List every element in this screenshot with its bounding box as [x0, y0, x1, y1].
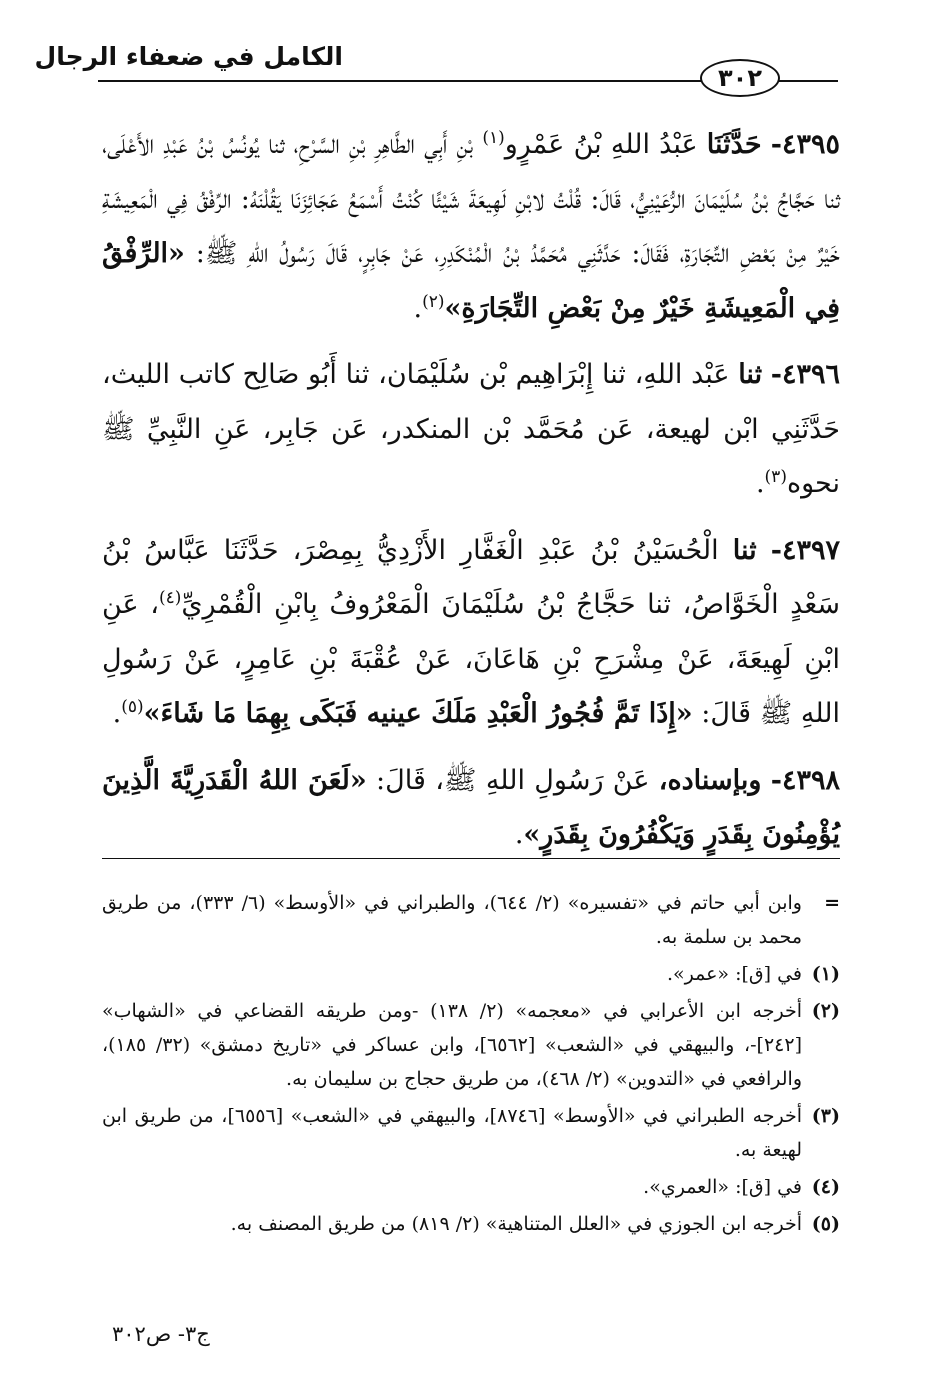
entry-end: .: [755, 468, 765, 499]
entry-4397: [102, 524, 840, 742]
page-number-badge: [700, 59, 780, 97]
entry-4395: [102, 118, 840, 336]
narration-lead: وبإسناده،: [658, 764, 762, 796]
entry-number: ٤٣٩٨-: [770, 764, 840, 796]
entry-text: بْنِ أَبِي الطَّاهِرِ بْنِ السَّرْحِ، ثنا يُونُسُ بْنُ عَبْدِ الأَعْلَى، ثنا حَجَّاجُ بْنُ سُلَيْمَانَ الرُّعَيْنِيُّ، قَالَ: قُلْتُ لابْنِ لَهِيعَةَ شَيْئًا كُنْتُ أَسْمَعُ عَجَائِزَنَا يَقُلْنَهُ: الرِّفْقُ فِي الْمَعِيشَةِ خَيْرٌ مِنْ بَعْضِ التِّجَارَةِ، فَقَالَ: حَدَّثَنِي مُحَمَّدُ بْنُ الْمُنْكَدِرِ، عَنْ جَابِرٍ، قَالَ رَسُولُ اللهِ ﷺ:: [102, 129, 840, 269]
footnote-text: في [ق]: «عمر».: [666, 963, 802, 985]
page-number: ٣٠٢: [718, 64, 762, 92]
footnote-ref: (٥): [121, 697, 144, 717]
footnote-mark: (٥): [811, 1213, 840, 1235]
entry-end: .: [112, 698, 122, 729]
footnote-text: وابن أبي حاتم في «تفسيره» (٢/ ٦٤٤)، والطبراني في «الأوسط» (٦/ ٣٣٣)، من طريق محمد بن سلمة به.: [102, 892, 802, 948]
narration-lead: حَدَّثَنَا: [706, 129, 762, 160]
narration-lead: ثنا: [738, 359, 763, 390]
entry-text: عَنْ رَسُولِ اللهِ ﷺ، قَالَ:: [376, 764, 650, 796]
narration-lead: ثنا: [732, 534, 757, 566]
footnote-mark: (٢): [811, 1000, 840, 1022]
footnote-5: [102, 1207, 840, 1241]
footnote-4: [102, 1170, 840, 1204]
hadith-text: «الرِّفْقُ فِي الْمَعِيشَةِ خَيْرٌ مِنْ بَعْضِ التِّجَارَةِ»: [102, 238, 840, 324]
footnote-mark: (١): [811, 963, 840, 985]
hadith-text: «لَعَنَ اللهُ الْقَدَرِيَّةَ الَّذِينَ يُؤْمِنُونَ بِقَدَرٍ وَيَكْفُرُونَ بِقَدَرٍ»: [102, 764, 840, 850]
entry-text: عَبْد اللهِ، ثنا إِبْرَاهِيم بْن سُلَيْمَان، ثنا أَبُو صَالِح كاتب الليث، حَدَّثَنِي ابْن لهيعة، عَن مُحَمَّد بْن المنكدر، عَن جَابِر، عَنِ النَّبِيِّ ﷺ نحوه: [102, 359, 840, 499]
footnote-1: [102, 957, 840, 991]
footnote-ref: (٢): [422, 291, 445, 312]
running-title: الكامل في ضعفاء الرجال: [34, 42, 343, 71]
entry-number: ٤٣٩٥-: [770, 129, 840, 160]
entry-4398: [102, 754, 840, 863]
footnote-ref: (١): [482, 128, 505, 148]
entry-text: عَبْدُ اللهِ بْنُ عَمْرٍو: [504, 129, 698, 160]
footnote-ref: (٣): [764, 467, 787, 487]
footnote-text: أخرجه ابن الأعرابي في «معجمه» (٢/ ١٣٨) -ومن طريقه القضاعي في «الشهاب» [٢٤٢]-، والبيهقي في «الشعب» [٦٥٦٢]، وابن عساكر في «تاريخ دمشق» (٣٢/ ١٨٥)، والرافعي في «التدوين» (٢/ ٤٦٨)، من طريق حجاج بن سليمان به.: [102, 1000, 802, 1090]
entry-number: ٤٣٩٦-: [770, 359, 840, 390]
footnote-text: في [ق]: «العمري».: [643, 1176, 802, 1198]
footnote-mark: =: [824, 892, 840, 914]
hadith-text: «إِذَا تَمَّ فُجُورُ الْعَبْدِ مَلَكَ عينيه فَبَكَى بِهِمَا مَا شَاءَ»: [143, 698, 693, 729]
main-text: [102, 118, 840, 875]
footnote-2: [102, 994, 840, 1096]
footnotes: [102, 886, 840, 1244]
footnote-continuation: [102, 886, 840, 954]
entry-end: .: [514, 819, 524, 850]
footnote-text: أخرجه ابن الجوزي في «العلل المتناهية» (٢/ ٨١٩) من طريق المصنف به.: [230, 1213, 802, 1235]
entry-text: ، عَنِ ابْنِ لَهِيعَةَ، عَنْ مِشْرَحِ بْنِ هَاعَانَ، عَنْ عُقْبَةَ بْنِ عَامِرٍ، عَنْ رَسُولِ اللهِ ﷺ قَالَ:: [102, 589, 840, 729]
entry-4396: [102, 348, 840, 512]
footnote-ref: (٤): [158, 588, 182, 608]
footnote-text: أخرجه الطبراني في «الأوسط» [٨٧٤٦]، والبيهقي في «الشعب» [٦٥٥٦]، من طريق ابن لهيعة به.: [102, 1105, 803, 1161]
volume-page-reference: ج٣- ص٣٠٢: [112, 1322, 210, 1346]
footnotes-separator: [102, 858, 840, 859]
entry-text: الْحُسَيْنُ بْنُ عَبْدِ الْغَفَّارِ الأَزْدِيُّ بِمِصْرَ، حَدَّثَنَا عَبَّاسُ بْنُ سَعْدٍ الْخَوَّاصُ، ثنا حَجَّاجُ بْنُ سُلَيْمَانَ الْمَعْرُوفُ بِابْنِ الْقُمْرِيِّ: [102, 534, 841, 620]
footnote-mark: (٤): [811, 1176, 840, 1198]
footnote-mark: (٣): [811, 1105, 840, 1127]
entry-end: .: [413, 292, 423, 324]
entry-number: ٤٣٩٧-: [770, 534, 840, 566]
footnote-3: [102, 1099, 840, 1167]
